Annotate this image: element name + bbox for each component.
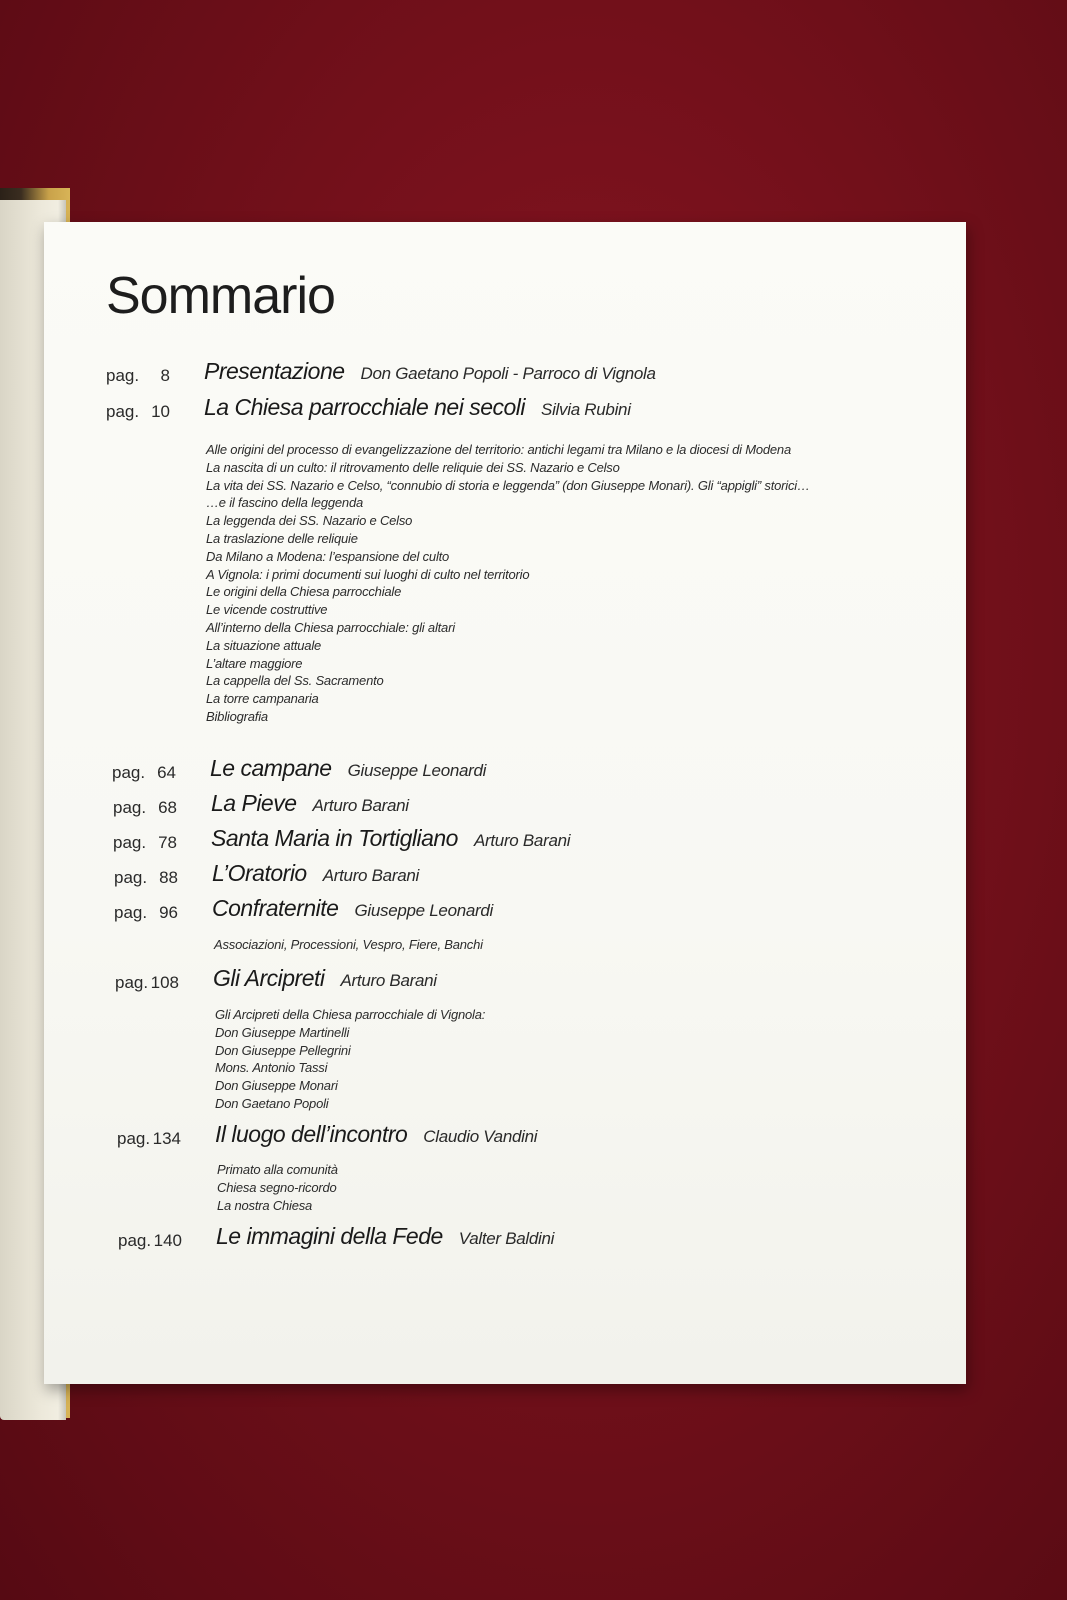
page-ref-label: pag. xyxy=(118,1231,152,1250)
entry-author: Arturo Barani xyxy=(322,866,419,885)
entry-heading xyxy=(212,860,419,887)
entry-heading xyxy=(211,790,409,817)
entry-heading xyxy=(215,1121,537,1148)
page-number: 8 xyxy=(160,366,170,385)
subtopic-item: Le vicende costruttive xyxy=(206,602,328,618)
entry-heading xyxy=(204,394,631,421)
page-number: 78 xyxy=(158,833,177,852)
subtopic-item: L’altare maggiore xyxy=(206,655,303,671)
entry-title: La Chiesa parrocchiale nei secoli xyxy=(204,394,526,420)
entry-author: Valter Baldini xyxy=(458,1229,555,1248)
page-ref-label: pag. xyxy=(106,402,140,421)
entry-heading xyxy=(210,755,486,782)
page-ref xyxy=(112,763,176,783)
entry-author: Don Gaetano Popoli - Parroco di Vignola xyxy=(360,364,656,383)
subtopic-item: La traslazione delle reliquie xyxy=(206,530,358,546)
subtopic-item: Don Gaetano Popoli xyxy=(215,1095,329,1111)
entry-heading xyxy=(204,358,656,385)
entry-heading xyxy=(216,1223,554,1250)
page-ref-label: pag. xyxy=(114,868,148,887)
page-number: 68 xyxy=(158,798,177,817)
entry-title: Le immagini della Fede xyxy=(216,1223,443,1249)
entry-title: Presentazione xyxy=(204,358,345,384)
page-number: 88 xyxy=(159,868,178,887)
subtopic-item: A Vignola: i primi documenti sui luoghi di culto nel territorio xyxy=(206,566,530,582)
entry-title: Il luogo dell’incontro xyxy=(215,1121,408,1147)
page-ref xyxy=(114,868,178,888)
entry-author: Arturo Barani xyxy=(312,796,409,815)
subtopic-item: La cappella del Ss. Sacramento xyxy=(206,673,384,689)
subtopic-item: Associazioni, Processioni, Vespro, Fiere, Banchi xyxy=(214,937,483,952)
subtopic-item: Gli Arcipreti della Chiesa parrocchiale di Vignola: xyxy=(215,1007,486,1022)
subtopic-item: La torre campanaria xyxy=(206,691,319,707)
subtopic-item: La nascita di un culto: il ritrovamento delle reliquie dei SS. Nazario e Celso xyxy=(206,459,620,475)
page-ref xyxy=(115,973,179,993)
entry-title: Confraternite xyxy=(212,895,339,921)
entry-title: Le campane xyxy=(210,755,332,781)
entry-title: Gli Arcipreti xyxy=(213,965,325,991)
entry-author: Claudio Vandini xyxy=(423,1127,538,1146)
page-number: 108 xyxy=(150,973,179,992)
entry-subtopics xyxy=(214,936,483,954)
subtopic-item: Primato alla comunità xyxy=(217,1162,338,1177)
subtopic-item: La situazione attuale xyxy=(206,637,322,653)
entry-author: Giuseppe Leonardi xyxy=(354,901,494,920)
page-ref-label: pag. xyxy=(112,763,146,782)
entry-heading xyxy=(212,895,493,922)
page-number: 96 xyxy=(159,903,178,922)
subtopic-item: Don Giuseppe Martinelli xyxy=(215,1024,350,1040)
subtopic-item: Don Giuseppe Pellegrini xyxy=(215,1042,351,1058)
page-ref xyxy=(117,1129,181,1149)
page-ref-label: pag. xyxy=(117,1129,151,1148)
page-ref xyxy=(106,366,170,386)
entry-heading xyxy=(213,965,437,992)
page-ref-label: pag. xyxy=(106,366,140,385)
page-number: 10 xyxy=(151,402,170,421)
entry-author: Arturo Barani xyxy=(473,831,571,850)
page-title: Sommario xyxy=(106,267,335,325)
page-ref xyxy=(113,833,177,853)
page-ref xyxy=(114,903,178,923)
page-ref-label: pag. xyxy=(113,833,147,852)
entry-author: Silvia Rubini xyxy=(541,400,631,419)
subtopic-item: Chiesa segno-ricordo xyxy=(217,1179,337,1195)
entry-subtopics xyxy=(217,1161,338,1214)
subtopic-item: Bibliografia xyxy=(206,708,268,724)
page-number: 140 xyxy=(153,1231,182,1250)
subtopic-item: La vita dei SS. Nazario e Celso, “connubio di storia e leggenda” (don Giuseppe Monari). Gli “appigli” storici… xyxy=(206,477,810,493)
subtopic-item: Don Giuseppe Monari xyxy=(215,1078,338,1094)
page-ref-label: pag. xyxy=(115,973,149,992)
subtopic-item: All’interno della Chiesa parrocchiale: gli altari xyxy=(206,619,455,635)
page-number: 64 xyxy=(157,763,176,782)
entry-heading xyxy=(211,825,570,852)
entry-title: L’Oratorio xyxy=(212,860,307,886)
subtopic-item: Alle origini del processo di evangelizzazione del territorio: antichi legami tra Milano e la diocesi di Modena xyxy=(206,442,791,457)
page-ref-label: pag. xyxy=(113,798,147,817)
page-number: 134 xyxy=(152,1129,181,1148)
page-ref xyxy=(113,798,177,818)
entry-title: Santa Maria in Tortigliano xyxy=(211,825,458,851)
subtopic-item: Le origini della Chiesa parrocchiale xyxy=(206,584,402,600)
subtopic-item: Mons. Antonio Tassi xyxy=(215,1060,328,1076)
page-ref xyxy=(118,1231,182,1251)
subtopic-item: Da Milano a Modena: l’espansione del culto xyxy=(206,548,450,564)
entry-subtopics xyxy=(215,1006,485,1113)
entry-author: Arturo Barani xyxy=(340,971,437,990)
entry-author: Giuseppe Leonardi xyxy=(347,761,487,780)
contents-page xyxy=(44,222,966,1384)
entry-subtopics xyxy=(206,441,810,726)
page-ref-label: pag. xyxy=(114,903,148,922)
entry-title: La Pieve xyxy=(211,790,297,816)
page-ref xyxy=(106,402,170,422)
subtopic-item: La leggenda dei SS. Nazario e Celso xyxy=(206,513,413,529)
subtopic-item: La nostra Chiesa xyxy=(217,1197,313,1213)
subtopic-item: …e il fascino della leggenda xyxy=(206,495,364,511)
